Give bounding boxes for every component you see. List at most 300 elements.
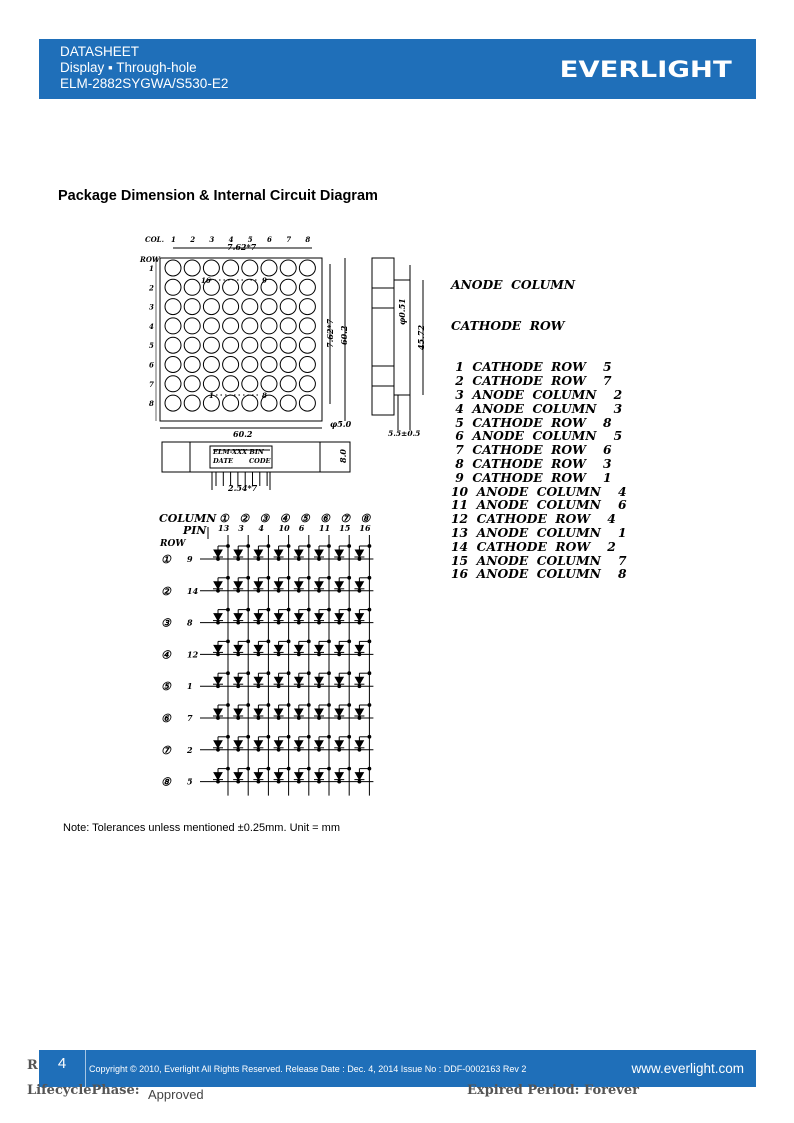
junction-dot [318, 558, 321, 561]
junction-dot [227, 704, 230, 707]
led-diode [295, 773, 303, 780]
date-label: DATE [213, 457, 234, 465]
column-number: ⑥ [320, 512, 330, 525]
pin-row: 5 CATHODE ROW 8 [451, 414, 612, 430]
led-diode [355, 773, 363, 780]
junction-dot [247, 767, 250, 770]
led-diode [254, 582, 262, 589]
led-dot [223, 337, 239, 353]
width-bottom: 60.2 [233, 429, 253, 439]
led-diode [295, 582, 303, 589]
led-dot [165, 260, 181, 276]
junction-dot [217, 653, 220, 656]
pin-diameter: φ0.51 [397, 298, 407, 325]
column-number: ④ [279, 512, 290, 525]
circuit-pin-label: PIN [183, 524, 207, 537]
junction-dot [237, 685, 240, 688]
row-number: 7 [149, 379, 154, 389]
led-diode [335, 614, 343, 621]
led-dot [165, 318, 181, 334]
led-diode [275, 709, 283, 716]
marker-1: 1 [209, 391, 214, 400]
led-diode [234, 614, 242, 621]
led-dot [299, 357, 315, 373]
led-diode [335, 582, 343, 589]
row-number: 3 [149, 302, 154, 312]
junction-dot [277, 685, 280, 688]
led-diode [275, 677, 283, 684]
led-dot [261, 376, 277, 392]
junction-dot [227, 767, 230, 770]
junction-dot [267, 608, 270, 611]
junction-dot [368, 704, 371, 707]
junction-dot [227, 608, 230, 611]
junction-dot [227, 672, 230, 675]
junction-dot [237, 589, 240, 592]
led-dot [223, 395, 239, 411]
lifecycle-phase-label: LifecyclePhase: [27, 1083, 140, 1098]
junction-dot [328, 767, 331, 770]
led-dot [203, 318, 219, 334]
junction-dot [287, 704, 290, 707]
standoff: 5.5±0.5 [388, 429, 421, 438]
junction-dot [318, 717, 321, 720]
row-number: 5 [149, 341, 154, 351]
row-number: ⑥ [161, 712, 171, 725]
junction-dot [297, 748, 300, 751]
column-pin: 11 [319, 523, 331, 533]
led-diode [214, 773, 222, 780]
side-height: 45.72 [416, 324, 426, 350]
junction-dot [217, 558, 220, 561]
led-diode [335, 550, 343, 557]
junction-dot [287, 608, 290, 611]
led-dot [261, 299, 277, 315]
led-diode [315, 550, 323, 557]
junction-dot [227, 735, 230, 738]
led-diode [275, 741, 283, 748]
led-dot [223, 357, 239, 373]
led-dot [280, 279, 296, 295]
led-diode [234, 773, 242, 780]
junction-dot [358, 621, 361, 624]
led-dot [299, 318, 315, 334]
junction-dot [358, 653, 361, 656]
junction-dot [287, 640, 290, 643]
led-dot [184, 357, 200, 373]
junction-dot [277, 621, 280, 624]
pitch-side: 7.62*7 [325, 318, 335, 348]
pin-row: 16 ANODE COLUMN 8 [451, 566, 627, 582]
column-pin: 6 [298, 523, 305, 533]
everlight-logo: EVERLIGHT [559, 58, 732, 83]
led-dot [299, 395, 315, 411]
led-dot [280, 376, 296, 392]
junction-dot [267, 735, 270, 738]
pin-row: 11 ANODE COLUMN 6 [451, 497, 627, 513]
led-diode [275, 614, 283, 621]
led-diode [214, 741, 222, 748]
led-dot [242, 376, 258, 392]
footer-bar [39, 1050, 756, 1087]
junction-dot [368, 576, 371, 579]
junction-dot [277, 653, 280, 656]
led-dot [223, 279, 239, 295]
junction-dot [328, 735, 331, 738]
junction-dot [217, 717, 220, 720]
row-pin: 1 [187, 681, 193, 692]
junction-dot [368, 640, 371, 643]
led-diode [355, 645, 363, 652]
junction-dot [227, 640, 230, 643]
col-number: 8 [305, 235, 311, 244]
led-dot [184, 395, 200, 411]
row-number: ⑤ [161, 680, 171, 694]
junction-dot [277, 589, 280, 592]
circuit-column-label: COLUMN [159, 512, 217, 525]
row-pin: 9 [187, 554, 193, 564]
doc-type: DATASHEET [60, 44, 140, 59]
led-dot [261, 260, 277, 276]
junction-dot [297, 653, 300, 656]
led-dot [184, 260, 200, 276]
led-diode [214, 677, 222, 684]
junction-dot [287, 735, 290, 738]
led-dot [223, 376, 239, 392]
bin-label: ELM-XXX BIN [213, 448, 264, 456]
expired-period: Expired Period: Forever [467, 1083, 639, 1098]
footer-divider [85, 1050, 86, 1087]
junction-dot [277, 558, 280, 561]
junction-dot [318, 748, 321, 751]
led-diode [295, 741, 303, 748]
row-pin: 14 [187, 585, 199, 596]
row-pin: 12 [187, 649, 199, 660]
junction-dot [297, 558, 300, 561]
led-dot [223, 260, 239, 276]
row-number: ⑧ [161, 775, 171, 789]
led-diode [295, 550, 303, 557]
junction-dot [307, 704, 310, 707]
junction-dot [348, 704, 351, 707]
led-dot [184, 376, 200, 392]
led-diode [234, 645, 242, 652]
row-number: ② [161, 584, 171, 598]
led-dot [242, 279, 258, 295]
junction-dot [257, 558, 260, 561]
col-number: 3 [209, 235, 215, 244]
led-diode [275, 550, 283, 557]
junction-dot [348, 767, 351, 770]
led-dot [223, 299, 239, 315]
junction-dot [307, 608, 310, 611]
code-label: CODE [249, 457, 271, 465]
junction-dot [368, 545, 371, 548]
led-dot [203, 299, 219, 315]
led-dot [280, 318, 296, 334]
row-number: 8 [149, 399, 154, 409]
junction-dot [307, 640, 310, 643]
junction-dot [348, 576, 351, 579]
website-link[interactable]: www.everlight.com [631, 1061, 744, 1076]
junction-dot [267, 767, 270, 770]
pin-row: 2 CATHODE ROW 7 [451, 373, 612, 389]
junction-dot [257, 589, 260, 592]
led-diode [254, 709, 262, 716]
pin-row: 14 CATHODE ROW 2 [451, 538, 616, 554]
junction-dot [307, 672, 310, 675]
col-number: 4 [228, 235, 234, 244]
led-dot [242, 337, 258, 353]
led-diode [355, 582, 363, 589]
pin-pitch: 2.54*7 [228, 483, 258, 493]
junction-dot [338, 589, 341, 592]
row-number: ④ [161, 648, 171, 662]
row-number: ⑦ [161, 743, 171, 757]
junction-dot [297, 589, 300, 592]
marker-8: 8 [262, 391, 267, 400]
led-dot [261, 318, 277, 334]
col-number: 1 [171, 235, 176, 244]
junction-dot [318, 589, 321, 592]
junction-dot [358, 589, 361, 592]
column-number: ⑧ [360, 512, 371, 525]
junction-dot [257, 685, 260, 688]
led-diode [295, 645, 303, 652]
junction-dot [307, 545, 310, 548]
pin-row: 10 ANODE COLUMN 4 [451, 483, 627, 499]
pin-heading-anode: ANODE COLUMN [451, 276, 576, 292]
pin-row: 1 CATHODE ROW 5 [451, 359, 612, 375]
led-diode [234, 582, 242, 589]
junction-dot [227, 576, 230, 579]
junction-dot [257, 653, 260, 656]
row-number: 4 [149, 321, 154, 331]
led-dot [203, 260, 219, 276]
led-diode [315, 677, 323, 684]
led-dot [184, 299, 200, 315]
junction-dot [287, 767, 290, 770]
led-diode [355, 550, 363, 557]
header-bar [39, 39, 756, 99]
pitch-top: 7.62*7 [227, 242, 257, 252]
led-dot [299, 279, 315, 295]
junction-dot [277, 717, 280, 720]
junction-dot [267, 672, 270, 675]
junction-dot [237, 780, 240, 783]
junction-dot [358, 748, 361, 751]
junction-dot [257, 621, 260, 624]
junction-dot [217, 685, 220, 688]
led-dot [242, 357, 258, 373]
led-dot [184, 279, 200, 295]
junction-dot [287, 576, 290, 579]
led-diode [335, 645, 343, 652]
marker-16: 16 [201, 276, 211, 285]
col-number: 5 [247, 235, 253, 244]
junction-dot [338, 558, 341, 561]
junction-dot [247, 545, 250, 548]
row-number: 2 [149, 283, 154, 293]
junction-dot [318, 621, 321, 624]
product-category: Display ▪ Through-hole [60, 60, 197, 75]
junction-dot [237, 748, 240, 751]
junction-dot [297, 621, 300, 624]
junction-dot [318, 653, 321, 656]
copyright-text: Copyright © 2010, Everlight All Rights Reserved. Release Date : Dec. 4, 2014 Issue No : DDF-0002163 Rev 2 [89, 1064, 527, 1074]
junction-dot [328, 640, 331, 643]
led-dot [261, 337, 277, 353]
led-dot [242, 299, 258, 315]
led-diode [355, 741, 363, 748]
pin-row: 13 ANODE COLUMN 1 [451, 524, 627, 540]
column-pin: 13 [218, 523, 230, 533]
pin-row: 8 CATHODE ROW 3 [451, 455, 612, 471]
led-dot [165, 299, 181, 315]
junction-dot [307, 767, 310, 770]
led-diode [315, 741, 323, 748]
led-diode [234, 550, 242, 557]
junction-dot [217, 589, 220, 592]
junction-dot [358, 717, 361, 720]
led-dot [242, 260, 258, 276]
led-diode [315, 709, 323, 716]
led-diode [335, 773, 343, 780]
column-number: ② [239, 512, 250, 525]
led-diode [355, 614, 363, 621]
column-pin: 16 [359, 523, 371, 533]
led-dot [299, 299, 315, 315]
junction-dot [358, 780, 361, 783]
led-dot [280, 395, 296, 411]
col-number: 2 [190, 235, 196, 244]
led-diode [214, 582, 222, 589]
stamp-r: R [27, 1058, 38, 1073]
junction-dot [338, 717, 341, 720]
led-diode [214, 550, 222, 557]
junction-dot [318, 685, 321, 688]
row-number: ① [161, 553, 171, 566]
junction-dot [287, 545, 290, 548]
led-diode [295, 709, 303, 716]
junction-dot [257, 717, 260, 720]
led-diode [335, 709, 343, 716]
part-number: ELM-2882SYGWA/S530-E2 [60, 76, 229, 91]
junction-dot [237, 621, 240, 624]
led-dot [184, 318, 200, 334]
led-diode [295, 614, 303, 621]
led-diode [275, 773, 283, 780]
pin-row: 6 ANODE COLUMN 5 [451, 428, 623, 444]
junction-dot [328, 672, 331, 675]
dot-diameter: φ5.0 [330, 419, 352, 429]
junction-dot [348, 640, 351, 643]
led-diode [315, 614, 323, 621]
internal-circuit-diagram [0, 505, 794, 805]
led-dot [203, 376, 219, 392]
led-dot [203, 357, 219, 373]
junction-dot [277, 748, 280, 751]
led-dot [165, 337, 181, 353]
junction-dot [328, 608, 331, 611]
junction-dot [237, 653, 240, 656]
junction-dot [338, 748, 341, 751]
junction-dot [368, 735, 371, 738]
junction-dot [348, 608, 351, 611]
junction-dot [297, 717, 300, 720]
led-diode [315, 645, 323, 652]
tolerance-note: Note: Tolerances unless mentioned ±0.25mm. Unit = mm [63, 822, 340, 834]
row-number: 6 [149, 360, 154, 370]
row-number: ③ [161, 616, 171, 630]
led-dot [242, 395, 258, 411]
junction-dot [287, 672, 290, 675]
pin-row: 3 ANODE COLUMN 2 [451, 386, 623, 402]
led-dot [299, 337, 315, 353]
page-number: 4 [57, 1055, 67, 1072]
led-diode [234, 741, 242, 748]
column-pin: 10 [278, 523, 290, 533]
junction-dot [348, 735, 351, 738]
led-diode [315, 582, 323, 589]
led-dot [299, 260, 315, 276]
led-diode [254, 773, 262, 780]
marker-9: 9 [262, 276, 267, 285]
junction-dot [348, 672, 351, 675]
junction-dot [368, 608, 371, 611]
col-number: 7 [286, 235, 292, 244]
pin-row: 9 CATHODE ROW 1 [451, 469, 612, 485]
junction-dot [267, 704, 270, 707]
circuit-row-label: ROW [160, 539, 186, 549]
led-diode [315, 773, 323, 780]
junction-dot [247, 672, 250, 675]
section-title: Package Dimension & Internal Circuit Diagram [58, 188, 378, 204]
led-diode [214, 645, 222, 652]
led-diode [254, 741, 262, 748]
row-pin: 7 [187, 713, 193, 723]
junction-dot [227, 545, 230, 548]
column-pin: 4 [258, 523, 264, 533]
junction-dot [307, 576, 310, 579]
led-dot [184, 337, 200, 353]
led-dot [165, 357, 181, 373]
led-diode [234, 709, 242, 716]
led-diode [335, 677, 343, 684]
thickness: 8.0 [338, 449, 348, 463]
junction-dot [257, 748, 260, 751]
junction-dot [307, 735, 310, 738]
led-dot [280, 337, 296, 353]
pin-row: 15 ANODE COLUMN 7 [451, 552, 627, 568]
led-diode [295, 677, 303, 684]
junction-dot [237, 717, 240, 720]
junction-dot [338, 685, 341, 688]
column-number: ⑦ [340, 512, 351, 525]
height-side: 60.2 [339, 325, 349, 345]
led-diode [355, 677, 363, 684]
lifecycle-approved: Approved [148, 1087, 204, 1102]
row-pin: 2 [187, 744, 193, 755]
junction-dot [338, 621, 341, 624]
junction-dot [237, 558, 240, 561]
row-pin: 8 [187, 617, 193, 628]
column-number: ③ [259, 512, 270, 525]
junction-dot [328, 704, 331, 707]
junction-dot [267, 640, 270, 643]
led-dot [261, 357, 277, 373]
col-number: 6 [267, 235, 272, 244]
